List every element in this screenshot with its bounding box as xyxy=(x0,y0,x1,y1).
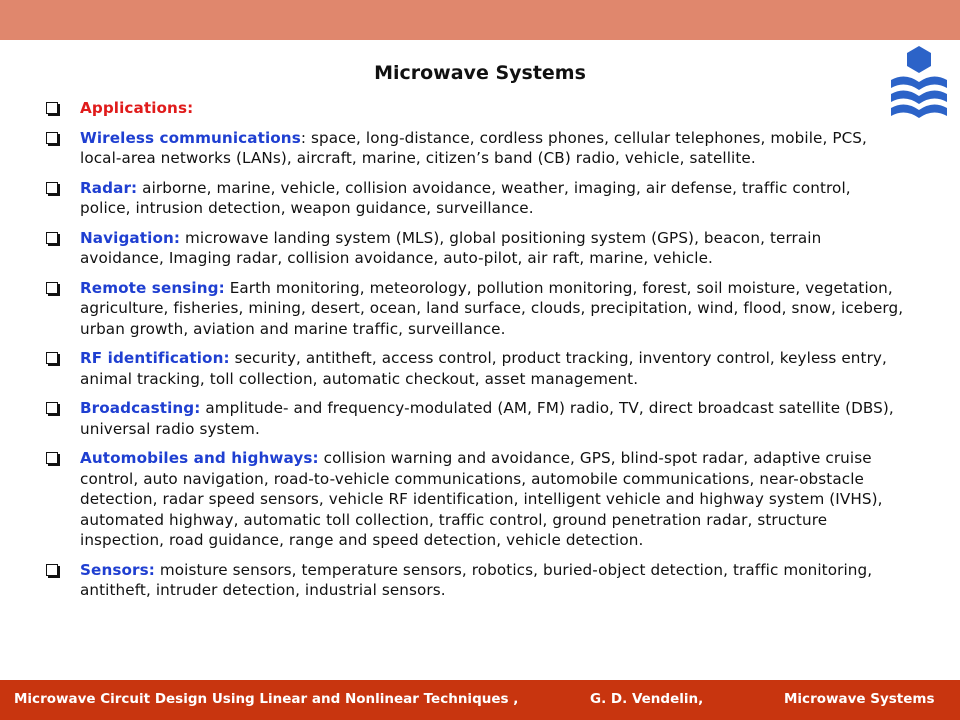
square-bullet-icon xyxy=(46,352,58,364)
list-item-rf-identification xyxy=(44,348,904,389)
list-item-sensors xyxy=(44,560,904,601)
item-text: : space, long-distance, cordless phones, cellular telephones, mobile, PCS, local-area networks (LANs), aircraft, marine, citizen’s band (CB) radio, vehicle, satellite. xyxy=(80,128,867,167)
footer-bar xyxy=(0,680,960,720)
square-bullet-icon xyxy=(46,282,58,294)
top-banner xyxy=(0,0,960,40)
item-text: amplitude- and frequency-modulated (AM, FM) radio, TV, direct broadcast satellite (DBS), universal radio system. xyxy=(80,399,894,438)
item-label: RF identification: xyxy=(80,349,230,367)
footer-topic: Microwave Systems xyxy=(784,691,935,707)
item-text: security, antitheft, access control, product tracking, inventory control, keyless entry, animal tracking, toll collection, automatic checkout, asset management. xyxy=(80,349,887,388)
square-bullet-icon xyxy=(46,452,58,464)
list-item-remote-sensing xyxy=(44,278,904,340)
item-label: Remote sensing: xyxy=(80,278,225,297)
item-label: Navigation: xyxy=(80,228,181,247)
item-label: Automobiles and highways: xyxy=(80,449,319,467)
item-text: microwave landing system (MLS), global positioning system (GPS), beacon, terrain avoidance, Imaging radar, collision avoidance, auto-pilot, air raft, marine, vehicle. xyxy=(80,228,822,267)
list-item-radar xyxy=(44,178,904,219)
square-bullet-icon xyxy=(46,232,58,244)
item-text: collision warning and avoidance, GPS, blind-spot radar, adaptive cruise control, auto navigation, road-to-vehicle communications, automobile communications, near-obstacle detection, radar speed sensors, vehicle RF identification, intelligent vehicle and highway system (IVHS), automated highway, automatic toll collection, traffic control, ground penetration radar, structure inspection, road guidance, range and speed detection, vehicle detection. xyxy=(80,449,883,549)
footer-author: G. D. Vendelin, xyxy=(590,691,704,707)
list-item-applications xyxy=(44,98,904,119)
list-item-automobiles xyxy=(44,448,904,551)
list-item-navigation xyxy=(44,228,904,269)
item-label: Broadcasting: xyxy=(80,399,201,417)
square-bullet-icon xyxy=(46,102,58,114)
footer-book-title: Microwave Circuit Design Using Linear and Nonlinear Techniques , xyxy=(14,691,519,707)
list-item-broadcasting xyxy=(44,398,904,439)
item-text: airborne, marine, vehicle, collision avoidance, weather, imaging, air defense, traffic control, police, intrusion detection, weapon guidance, surveillance. xyxy=(80,178,851,217)
square-bullet-icon xyxy=(46,182,58,194)
bullet-list xyxy=(44,98,904,610)
item-text: moisture sensors, temperature sensors, robotics, buried-object detection, traffic monitoring, antitheft, intruder detection, industrial sensors. xyxy=(80,560,873,599)
slide-title: Microwave Systems xyxy=(374,62,586,84)
square-bullet-icon xyxy=(46,402,58,414)
item-label: Applications: xyxy=(80,99,194,117)
item-label: Wireless communications xyxy=(80,128,301,147)
square-bullet-icon xyxy=(46,132,58,144)
item-label: Radar: xyxy=(80,178,138,197)
list-item-wireless xyxy=(44,128,904,169)
square-bullet-icon xyxy=(46,564,58,576)
item-label: Sensors: xyxy=(80,560,155,579)
item-text: Earth monitoring, meteorology, pollution monitoring, forest, soil moisture, vegetation, agriculture, fisheries, mining, desert, ocean, land surface, clouds, precipitation, wind, flood, snow, iceberg, urban growth, aviation and marine traffic, surveillance. xyxy=(80,278,904,338)
